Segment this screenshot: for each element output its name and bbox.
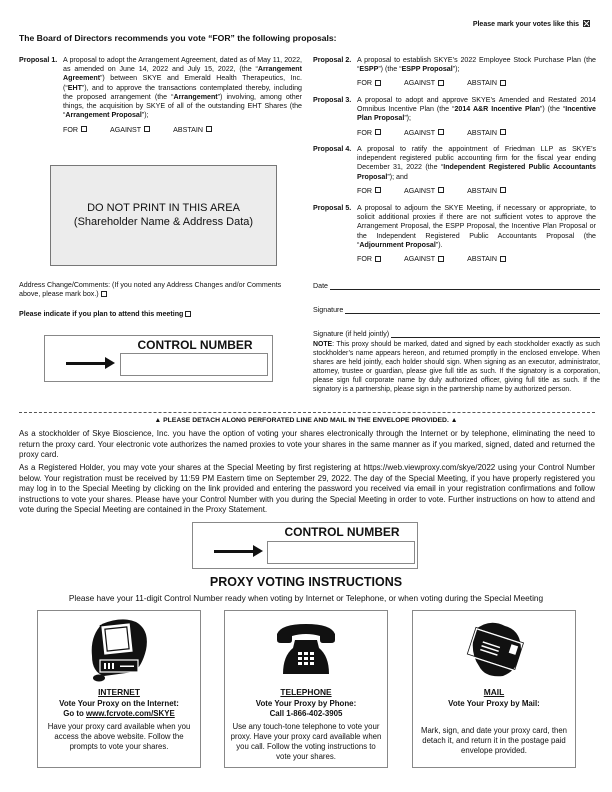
- telephone-icon: [271, 616, 341, 686]
- against-checkbox[interactable]: [438, 256, 444, 262]
- vote-options: [63, 126, 302, 135]
- control-number-title: CONTROL NUMBER: [284, 525, 400, 539]
- mark-note-text: Please mark your votes like this: [472, 21, 580, 28]
- vote-against-option[interactable]: AGAINST: [404, 187, 444, 196]
- proposal-4: [313, 145, 596, 196]
- attend-meeting-checkbox[interactable]: [185, 311, 191, 317]
- vote-options: [357, 129, 596, 138]
- signature-note: [313, 341, 600, 395]
- computer-icon: [84, 616, 154, 686]
- arrow-right-icon: [214, 550, 255, 553]
- proposal-text: A proposal to adopt and approve SKYE’s Amended and Restated 2014 Omnibus Incentive Plan (the “2014 A&R Incentive Plan”) (the “Incentive Plan Proposal”);: [357, 96, 596, 123]
- proposal-text: A proposal to adjourn the SKYE Meeting, if necessary or appropriate, to solicit additional proxies if there are not sufficient votes to approve the Arrangement Proposal, the ESPP Proposal, the Incentive Plan Proposal or the Independent Registered Public Accountants Proposal (the “Adjournment Proposal”).: [357, 204, 596, 249]
- vote-for-option[interactable]: FOR: [357, 129, 381, 138]
- proposal-label: Proposal 5.: [313, 204, 352, 212]
- vote-against-option[interactable]: AGAINST: [404, 255, 444, 264]
- attend-meeting-text: Please indicate if you plan to attend this meeting: [19, 310, 184, 318]
- vote-for-option[interactable]: FOR: [63, 126, 87, 135]
- for-checkbox[interactable]: [375, 256, 381, 262]
- signature-label: Signature: [313, 306, 344, 314]
- proposal-label: Proposal 3.: [313, 96, 352, 104]
- proposal-text: A proposal to adopt the Arrangement Agreement, dated as of May 11, 2022, as amended on June 14, 2022 and July 15, 2022, (the “Arrangement Agreement”) between SKYE and Emerald Health Therapeutics, Inc. (“EHT”), and to approve the transactions contemplated thereby, including the proposed arrangement (the “Arrangement”) involving, among other things, the acquisition by SKYE of all of the outstanding EHT Shares (the “Arrangement Proposal”);: [63, 56, 302, 120]
- date-line[interactable]: [313, 282, 600, 291]
- vote-against-option[interactable]: AGAINST: [404, 79, 444, 88]
- telephone-voting-card: [224, 610, 388, 768]
- control-number-box: [44, 335, 273, 382]
- proposal-5: [313, 204, 596, 264]
- against-checkbox[interactable]: [144, 126, 150, 132]
- vote-options: [357, 255, 596, 264]
- shareholder-address-area: [50, 165, 277, 266]
- for-checkbox[interactable]: [375, 187, 381, 193]
- signature-input-line[interactable]: [345, 313, 600, 314]
- address-data-label: (Shareholder Name & Address Data): [73, 215, 254, 228]
- telephone-number: Call 1-866-402-3905: [269, 709, 343, 719]
- note-text: : This proxy should be marked, dated and signed by each stockholder exactly as such stockholder’s name appears hereon, and returned promptly in the enclosed envelope. When shares are held jointly, each holder should sign. When signing as an executor, administrator, attorney, trustee or guardian, please give full title as such. If the signatory is a corporation, please sign full corporate name by duly authorized officer, giving full title as such. If the signatory is a partnership, please sign in the partnership name by authorized person.: [313, 341, 600, 393]
- vote-for-option[interactable]: FOR: [357, 187, 381, 196]
- proposal-label: Proposal 2.: [313, 56, 352, 64]
- vote-abstain-option[interactable]: ABSTAIN: [467, 255, 506, 264]
- internet-voting-card: [37, 610, 201, 768]
- internet-title: INTERNET: [98, 687, 140, 697]
- signature-line[interactable]: [313, 306, 600, 315]
- control-number-field: [267, 541, 415, 564]
- control-number-title: CONTROL NUMBER: [137, 338, 253, 352]
- vote-abstain-option[interactable]: ABSTAIN: [467, 187, 506, 196]
- do-not-print-label: DO NOT PRINT IN THIS AREA: [87, 201, 240, 214]
- address-change-checkbox[interactable]: [101, 291, 107, 297]
- proposal-label: Proposal 1.: [19, 56, 58, 64]
- vote-abstain-option[interactable]: ABSTAIN: [467, 129, 506, 138]
- proposal-1: [19, 56, 302, 135]
- attend-meeting: [19, 310, 191, 319]
- internet-description: Have your proxy card available when you access the above website. Follow the prompts to vote your shares.: [47, 722, 191, 752]
- vote-options: [357, 187, 596, 196]
- proposal-label: Proposal 4.: [313, 145, 352, 153]
- control-number-box-2: [192, 522, 418, 569]
- proposal-text: A proposal to ratify the appointment of Friedman LLP as SKYE’s independent registered public accounting firm for the fiscal year ending December 31, 2022 (the “Independent Registered Public Accountants Proposal”); and: [357, 145, 596, 181]
- perforated-line: [19, 412, 595, 413]
- note-label: NOTE: [313, 341, 333, 348]
- abstain-checkbox[interactable]: [500, 256, 506, 262]
- address-change-text: Address Change/Comments: (If you noted any Address Changes and/or Comments above, please mark box.): [19, 281, 282, 299]
- internet-voting-link[interactable]: www.fcrvote.com/SKYE: [86, 709, 175, 719]
- vote-abstain-option[interactable]: ABSTAIN: [173, 126, 212, 135]
- against-checkbox[interactable]: [438, 187, 444, 193]
- joint-signature-input-line[interactable]: [391, 337, 600, 338]
- vote-for-option[interactable]: FOR: [357, 79, 381, 88]
- for-checkbox[interactable]: [375, 80, 381, 86]
- abstain-checkbox[interactable]: [500, 80, 506, 86]
- against-checkbox[interactable]: [438, 80, 444, 86]
- mail-title: MAIL: [483, 687, 505, 697]
- telephone-subtitle: Vote Your Proxy by Phone: Call 1-866-402-3905: [225, 699, 387, 720]
- mail-voting-card: [412, 610, 576, 768]
- mail-description: Mark, sign, and date your proxy card, then detach it, and return it in the postage paid envelope provided.: [420, 726, 568, 756]
- telephone-description: Use any touch-tone telephone to vote your proxy. Have your proxy card available when you call. Follow the voting instructions to vote your shares.: [230, 722, 382, 762]
- marked-checkbox-icon: [583, 20, 590, 27]
- address-change: [19, 281, 289, 299]
- envelope-icon: [459, 616, 529, 686]
- date-label: Date: [313, 282, 328, 290]
- for-checkbox[interactable]: [375, 129, 381, 135]
- vote-for-option[interactable]: FOR: [357, 255, 381, 264]
- arrow-right-icon: [66, 362, 107, 365]
- abstain-checkbox[interactable]: [500, 187, 506, 193]
- proxy-voting-instructions-title: PROXY VOTING INSTRUCTIONS: [209, 575, 403, 589]
- abstain-checkbox[interactable]: [206, 126, 212, 132]
- internet-subtitle: Vote Your Proxy on the Internet: Go to www.fcrvote.com/SKYE: [59, 699, 179, 719]
- proposal-3: [313, 96, 596, 138]
- vote-abstain-option[interactable]: ABSTAIN: [467, 79, 506, 88]
- mail-subtitle: Vote Your Proxy by Mail:: [448, 699, 540, 708]
- proxy-voting-instructions-subtitle: Please have your 11-digit Control Number ready when voting by Internet or Telephone, or when voting during the Special Meeting: [68, 593, 544, 603]
- registered-holder-paragraph: As a Registered Holder, you may vote your shares at the Special Meeting by first registering at https://web.viewproxy.com/skye/2022 using your Control Number below. Your registration must be received by 11:59 PM Eastern time on September 29, 2022. The day of the Special Meeting, if you have properly registered you may log in to the Special Meeting by clicking on the link provided and entering the password you received via email in your registration confirmations and follow instructions to vote your shares. Please have your Control Number with you during the Special Meeting in order to vote. Further instructions on how to attend and vote during the Special Meeting are contained in the Proxy Statement.: [19, 463, 595, 515]
- mark-instructions: [473, 20, 590, 29]
- vote-options: [357, 79, 596, 88]
- date-input-line[interactable]: [330, 289, 600, 290]
- against-checkbox[interactable]: [438, 129, 444, 135]
- joint-signature-label: Signature (if held jointly): [313, 330, 390, 338]
- vote-against-option[interactable]: AGAINST: [110, 126, 150, 135]
- abstain-checkbox[interactable]: [500, 129, 506, 135]
- detach-notice: ▲ PLEASE DETACH ALONG PERFORATED LINE AND MAIL IN THE ENVELOPE PROVIDED. ▲: [154, 417, 458, 424]
- joint-signature-line[interactable]: [313, 330, 600, 339]
- vote-against-option[interactable]: AGAINST: [404, 129, 444, 138]
- telephone-title: TELEPHONE: [280, 687, 332, 697]
- control-number-field: [120, 353, 268, 376]
- proposal-2: [313, 56, 596, 89]
- proposal-text: A proposal to establish SKYE’s 2022 Employee Stock Purchase Plan (the “ESPP”) (the “ESPP Proposal”);: [357, 56, 596, 74]
- electronic-voting-paragraph: As a stockholder of Skye Bioscience, Inc. you have the option of voting your shares electronically through the Internet or by telephone, eliminating the need to return the proxy card. Your electronic vote authorizes the named proxies to vote your shares in the same manner as if you marked, signed, dated and returned the proxy card.: [19, 429, 595, 460]
- board-recommendation: The Board of Directors recommends you vote “FOR” the following proposals:: [19, 33, 337, 43]
- for-checkbox[interactable]: [81, 126, 87, 132]
